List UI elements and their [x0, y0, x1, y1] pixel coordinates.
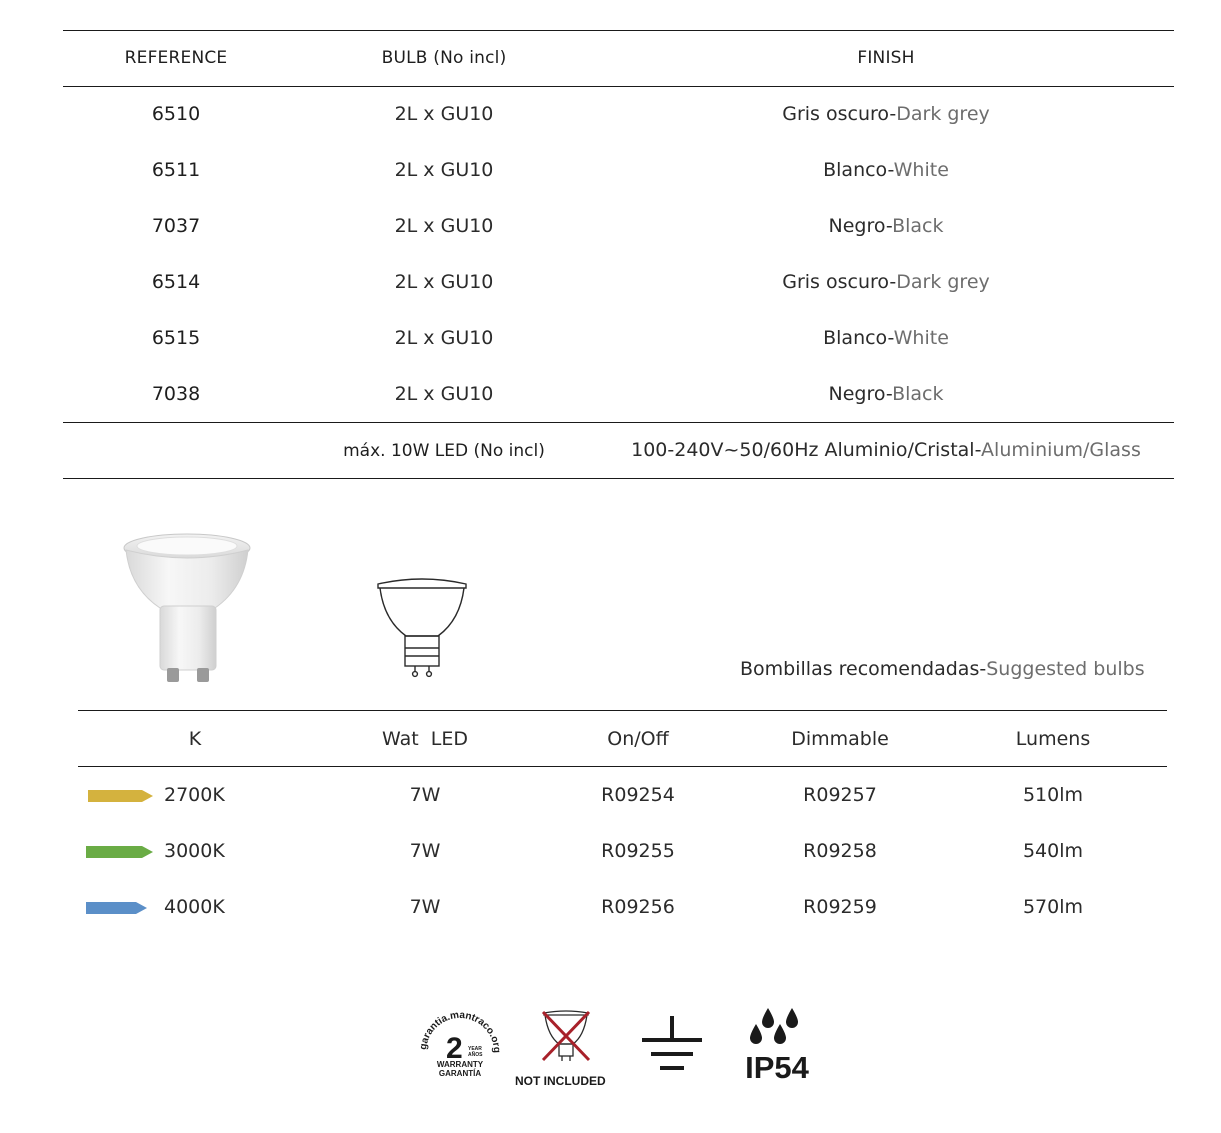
watt-cell: 7W	[409, 896, 441, 918]
bulb-cell: 2L x GU10	[394, 327, 494, 349]
finish-separator: -	[885, 383, 893, 405]
color-temperature-arrow-icon	[86, 845, 154, 859]
material-separator: -	[974, 439, 982, 461]
finish-separator: -	[885, 215, 893, 237]
reference-cell: 6511	[151, 159, 201, 181]
lumens-cell: 510lm	[1022, 784, 1084, 806]
lumens-cell: 540lm	[1022, 840, 1084, 862]
kelvin-cell: 4000K	[164, 896, 225, 918]
caption-en: Suggested bulbs	[986, 658, 1145, 680]
warranty-line1: WARRANTY	[436, 1060, 484, 1069]
finish-es: Blanco	[823, 159, 888, 181]
voltage-material-es: 100-240V~50/60Hz Aluminio/Cristal	[631, 439, 975, 461]
table1-header-rule	[63, 86, 1174, 87]
bulb-cell: 2L x GU10	[394, 159, 494, 181]
finish-es: Negro	[828, 215, 886, 237]
reference-cell: 7037	[151, 215, 201, 237]
finish-en: Black	[892, 215, 944, 237]
header-dimmable: Dimmable	[791, 728, 889, 750]
finish-es: Negro	[828, 383, 886, 405]
finish-separator: -	[887, 159, 894, 181]
onoff-cell: R09254	[601, 784, 675, 806]
kelvin-cell: 3000K	[164, 840, 225, 862]
finish-en: Dark grey	[896, 103, 990, 125]
ip54-label: IP54	[745, 1050, 809, 1084]
onoff-cell: R09256	[601, 896, 675, 918]
material-en: Aluminium/Glass	[981, 439, 1141, 461]
finish-separator: -	[889, 271, 897, 293]
reference-cell: 6514	[151, 271, 201, 293]
finish-cell	[823, 327, 949, 349]
table1-body-rule	[63, 422, 1174, 423]
ip54-icon	[740, 1006, 814, 1084]
gu10-bulb-line-drawing	[372, 576, 472, 680]
finish-separator: -	[889, 103, 897, 125]
voltage-material-note	[631, 439, 1141, 461]
gu10-bulb-photo	[120, 528, 255, 688]
warranty-line2: GARANTÍA	[438, 1069, 482, 1078]
lumens-cell: 570lm	[1022, 896, 1084, 918]
finish-cell	[782, 103, 990, 125]
header-reference: REFERENCE	[124, 48, 228, 68]
dimmable-cell: R09258	[803, 840, 877, 862]
table1-top-rule	[63, 30, 1174, 31]
onoff-cell: R09255	[601, 840, 675, 862]
finish-cell	[823, 159, 949, 181]
header-bulb: BULB (No incl)	[381, 48, 507, 68]
kelvin-cell: 2700K	[164, 784, 225, 806]
finish-es: Blanco	[823, 327, 888, 349]
finish-en: White	[893, 159, 949, 181]
header-k: K	[188, 728, 202, 750]
finish-cell	[782, 271, 990, 293]
finish-es: Gris oscuro	[782, 103, 890, 125]
bulb-cell: 2L x GU10	[394, 215, 494, 237]
table2-top-rule	[78, 710, 1167, 711]
warranty-number: 2	[446, 1032, 463, 1065]
max-power-note: máx. 10W LED (No incl)	[343, 441, 545, 461]
caption-es: Bombillas recomendadas	[740, 658, 980, 680]
bulb-cell: 2L x GU10	[394, 383, 494, 405]
finish-es: Gris oscuro	[782, 271, 890, 293]
bulb-cell: 2L x GU10	[394, 103, 494, 125]
warranty-anos: AÑOS	[468, 1052, 483, 1058]
finish-cell	[829, 215, 944, 237]
finish-en: Dark grey	[896, 271, 990, 293]
finish-en: Black	[892, 383, 944, 405]
watt-cell: 7W	[409, 784, 441, 806]
color-temperature-arrow-icon	[86, 901, 148, 915]
reference-cell: 6515	[151, 327, 201, 349]
warranty-year: YEAR	[468, 1046, 482, 1052]
header-watt: Wat LED	[382, 728, 468, 750]
warranty-arc-text: garantia.mantraco.org	[418, 1009, 502, 1054]
earth-ground-icon	[640, 1016, 704, 1072]
table1-bottom-rule	[63, 478, 1174, 479]
table2-header-rule	[78, 766, 1167, 767]
reference-cell: 7038	[151, 383, 201, 405]
warranty-2-years-icon	[418, 1006, 502, 1082]
bulb-not-included-icon	[540, 1010, 592, 1064]
dimmable-cell: R09259	[803, 896, 877, 918]
bulb-cell: 2L x GU10	[394, 271, 494, 293]
header-finish: FINISH	[857, 48, 915, 68]
watt-cell: 7W	[409, 840, 441, 862]
color-temperature-arrow-icon	[88, 789, 154, 803]
finish-en: White	[893, 327, 949, 349]
dimmable-cell: R09257	[803, 784, 877, 806]
finish-cell	[829, 383, 944, 405]
header-lumens: Lumens	[1015, 728, 1091, 750]
finish-separator: -	[887, 327, 894, 349]
suggested-bulbs-caption	[740, 658, 1145, 680]
header-onoff: On/Off	[607, 728, 669, 750]
reference-cell: 6510	[151, 103, 201, 125]
caption-separator: -	[979, 658, 987, 680]
not-included-label: NOT INCLUDED	[515, 1074, 606, 1088]
